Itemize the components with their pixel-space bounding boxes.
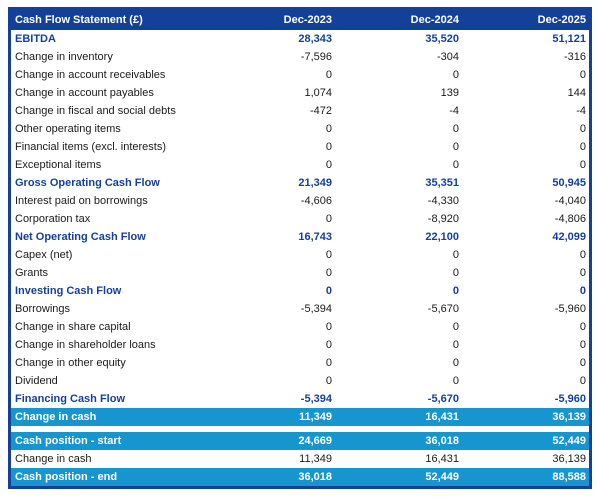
row-value: 0 <box>452 285 459 297</box>
table-row <box>11 30 589 48</box>
row-value: -472 <box>309 105 332 117</box>
row-value: -5,960 <box>554 393 586 405</box>
row-value: 144 <box>567 87 586 99</box>
row-value: -4,330 <box>427 195 459 207</box>
row-label: Net Operating Cash Flow <box>15 231 146 243</box>
row-value: 0 <box>452 141 459 153</box>
table-row <box>11 318 589 336</box>
row-value: 0 <box>452 375 459 387</box>
table-row <box>11 66 589 84</box>
row-value: 0 <box>325 159 332 171</box>
row-value: 16,431 <box>425 453 459 465</box>
table-row <box>11 174 589 192</box>
row-value: 0 <box>325 249 332 261</box>
row-value: 0 <box>325 375 332 387</box>
table-row <box>11 210 589 228</box>
table-row <box>11 300 589 318</box>
row-value: -304 <box>436 51 459 63</box>
table-row <box>11 408 589 426</box>
row-value: -8,920 <box>427 213 459 225</box>
row-label: Change in shareholder loans <box>15 339 156 351</box>
table-row <box>11 468 589 486</box>
row-value: -316 <box>563 51 586 63</box>
row-value: 21,349 <box>298 177 332 189</box>
table-row <box>11 84 589 102</box>
row-value: 0 <box>325 123 332 135</box>
row-value: 0 <box>579 357 586 369</box>
row-value: 0 <box>579 69 586 81</box>
table-row <box>11 120 589 138</box>
row-label: Grants <box>15 267 49 279</box>
row-label: Financing Cash Flow <box>15 393 126 405</box>
row-value: 36,018 <box>298 471 332 483</box>
table-row <box>11 264 589 282</box>
row-value: 0 <box>452 321 459 333</box>
row-value: 0 <box>325 69 332 81</box>
row-value: 36,018 <box>425 435 459 447</box>
row-label: Investing Cash Flow <box>15 285 122 297</box>
column-header-dec-2025: Dec-2025 <box>537 14 586 26</box>
cash-flow-statement-table <box>8 7 592 489</box>
row-value: 24,669 <box>298 435 332 447</box>
row-value: -5,394 <box>300 393 332 405</box>
row-label: Dividend <box>15 375 58 387</box>
row-value: 0 <box>325 267 332 279</box>
table-body <box>11 30 589 486</box>
table-row <box>11 48 589 66</box>
row-label: EBITDA <box>15 33 56 45</box>
table-row <box>11 450 589 468</box>
row-value: 0 <box>452 267 459 279</box>
row-label: Other operating items <box>15 123 121 135</box>
row-value: 11,349 <box>298 411 332 423</box>
row-label: Borrowings <box>15 303 71 315</box>
row-value: 0 <box>325 321 332 333</box>
row-label: Change in inventory <box>15 51 113 63</box>
row-value: -5,670 <box>427 303 459 315</box>
row-label: Change in share capital <box>15 321 131 333</box>
table-row <box>11 156 589 174</box>
row-label: Financial items (excl. interests) <box>15 141 166 153</box>
row-value: 36,139 <box>552 411 586 423</box>
row-label: Change in other equity <box>15 357 126 369</box>
table-row <box>11 432 589 450</box>
row-label: Interest paid on borrowings <box>15 195 148 207</box>
row-value: 36,139 <box>552 453 586 465</box>
row-label: Capex (net) <box>15 249 73 261</box>
row-value: 0 <box>452 357 459 369</box>
row-value: 0 <box>452 249 459 261</box>
row-label: Change in account payables <box>15 87 154 99</box>
row-value: 0 <box>579 249 586 261</box>
row-value: 0 <box>325 285 332 297</box>
row-value: 22,100 <box>425 231 459 243</box>
row-value: 35,351 <box>425 177 459 189</box>
table-row <box>11 336 589 354</box>
table-header-row <box>11 10 589 30</box>
row-value: -5,960 <box>554 303 586 315</box>
row-value: -4 <box>449 105 459 117</box>
row-value: 0 <box>325 339 332 351</box>
row-value: 0 <box>452 69 459 81</box>
row-value: 0 <box>325 141 332 153</box>
table-row <box>11 246 589 264</box>
table-title: Cash Flow Statement (£) <box>15 14 143 26</box>
row-value: -7,596 <box>300 51 332 63</box>
row-value: 28,343 <box>298 33 332 45</box>
table-row <box>11 372 589 390</box>
row-value: -4,040 <box>554 195 586 207</box>
row-label: Change in fiscal and social debts <box>15 105 176 117</box>
row-value: 42,099 <box>552 231 586 243</box>
column-header-dec-2023: Dec-2023 <box>283 14 332 26</box>
row-label: Gross Operating Cash Flow <box>15 177 160 189</box>
row-label: Cash position - start <box>15 435 122 447</box>
row-value: 16,743 <box>298 231 332 243</box>
row-label: Cash position - end <box>15 471 118 483</box>
row-value: 0 <box>579 375 586 387</box>
table-row <box>11 138 589 156</box>
row-value: 88,588 <box>552 471 586 483</box>
row-value: -4 <box>576 105 586 117</box>
row-value: 1,074 <box>304 87 332 99</box>
table-row <box>11 192 589 210</box>
row-value: 51,121 <box>552 33 586 45</box>
row-label: Change in cash <box>15 411 97 423</box>
row-value: -5,670 <box>427 393 459 405</box>
row-value: -5,394 <box>300 303 332 315</box>
row-value: 0 <box>579 123 586 135</box>
row-value: 139 <box>440 87 459 99</box>
row-label: Exceptional items <box>15 159 102 171</box>
row-value: 0 <box>579 285 586 297</box>
row-value: 0 <box>325 213 332 225</box>
column-header-dec-2024: Dec-2024 <box>410 14 459 26</box>
row-value: 0 <box>579 321 586 333</box>
table-row <box>11 228 589 246</box>
row-value: 0 <box>579 159 586 171</box>
row-value: 0 <box>579 339 586 351</box>
row-value: 0 <box>452 123 459 135</box>
row-value: 11,349 <box>299 453 332 465</box>
row-value: -4,606 <box>300 195 332 207</box>
row-value: 52,449 <box>552 435 586 447</box>
row-label: Change in account receivables <box>15 69 166 81</box>
row-value: 0 <box>579 267 586 279</box>
row-value: 0 <box>579 141 586 153</box>
row-label: Corporation tax <box>15 213 91 225</box>
row-value: 0 <box>452 339 459 351</box>
row-label: Change in cash <box>15 453 92 465</box>
row-value: 50,945 <box>552 177 586 189</box>
table-row <box>11 102 589 120</box>
row-value: 35,520 <box>425 33 459 45</box>
row-value: 52,449 <box>425 471 459 483</box>
table-row <box>11 390 589 408</box>
row-value: -4,806 <box>554 213 586 225</box>
table-row <box>11 354 589 372</box>
row-value: 16,431 <box>425 411 459 423</box>
row-value: 0 <box>325 357 332 369</box>
row-value: 0 <box>452 159 459 171</box>
table-row <box>11 282 589 300</box>
